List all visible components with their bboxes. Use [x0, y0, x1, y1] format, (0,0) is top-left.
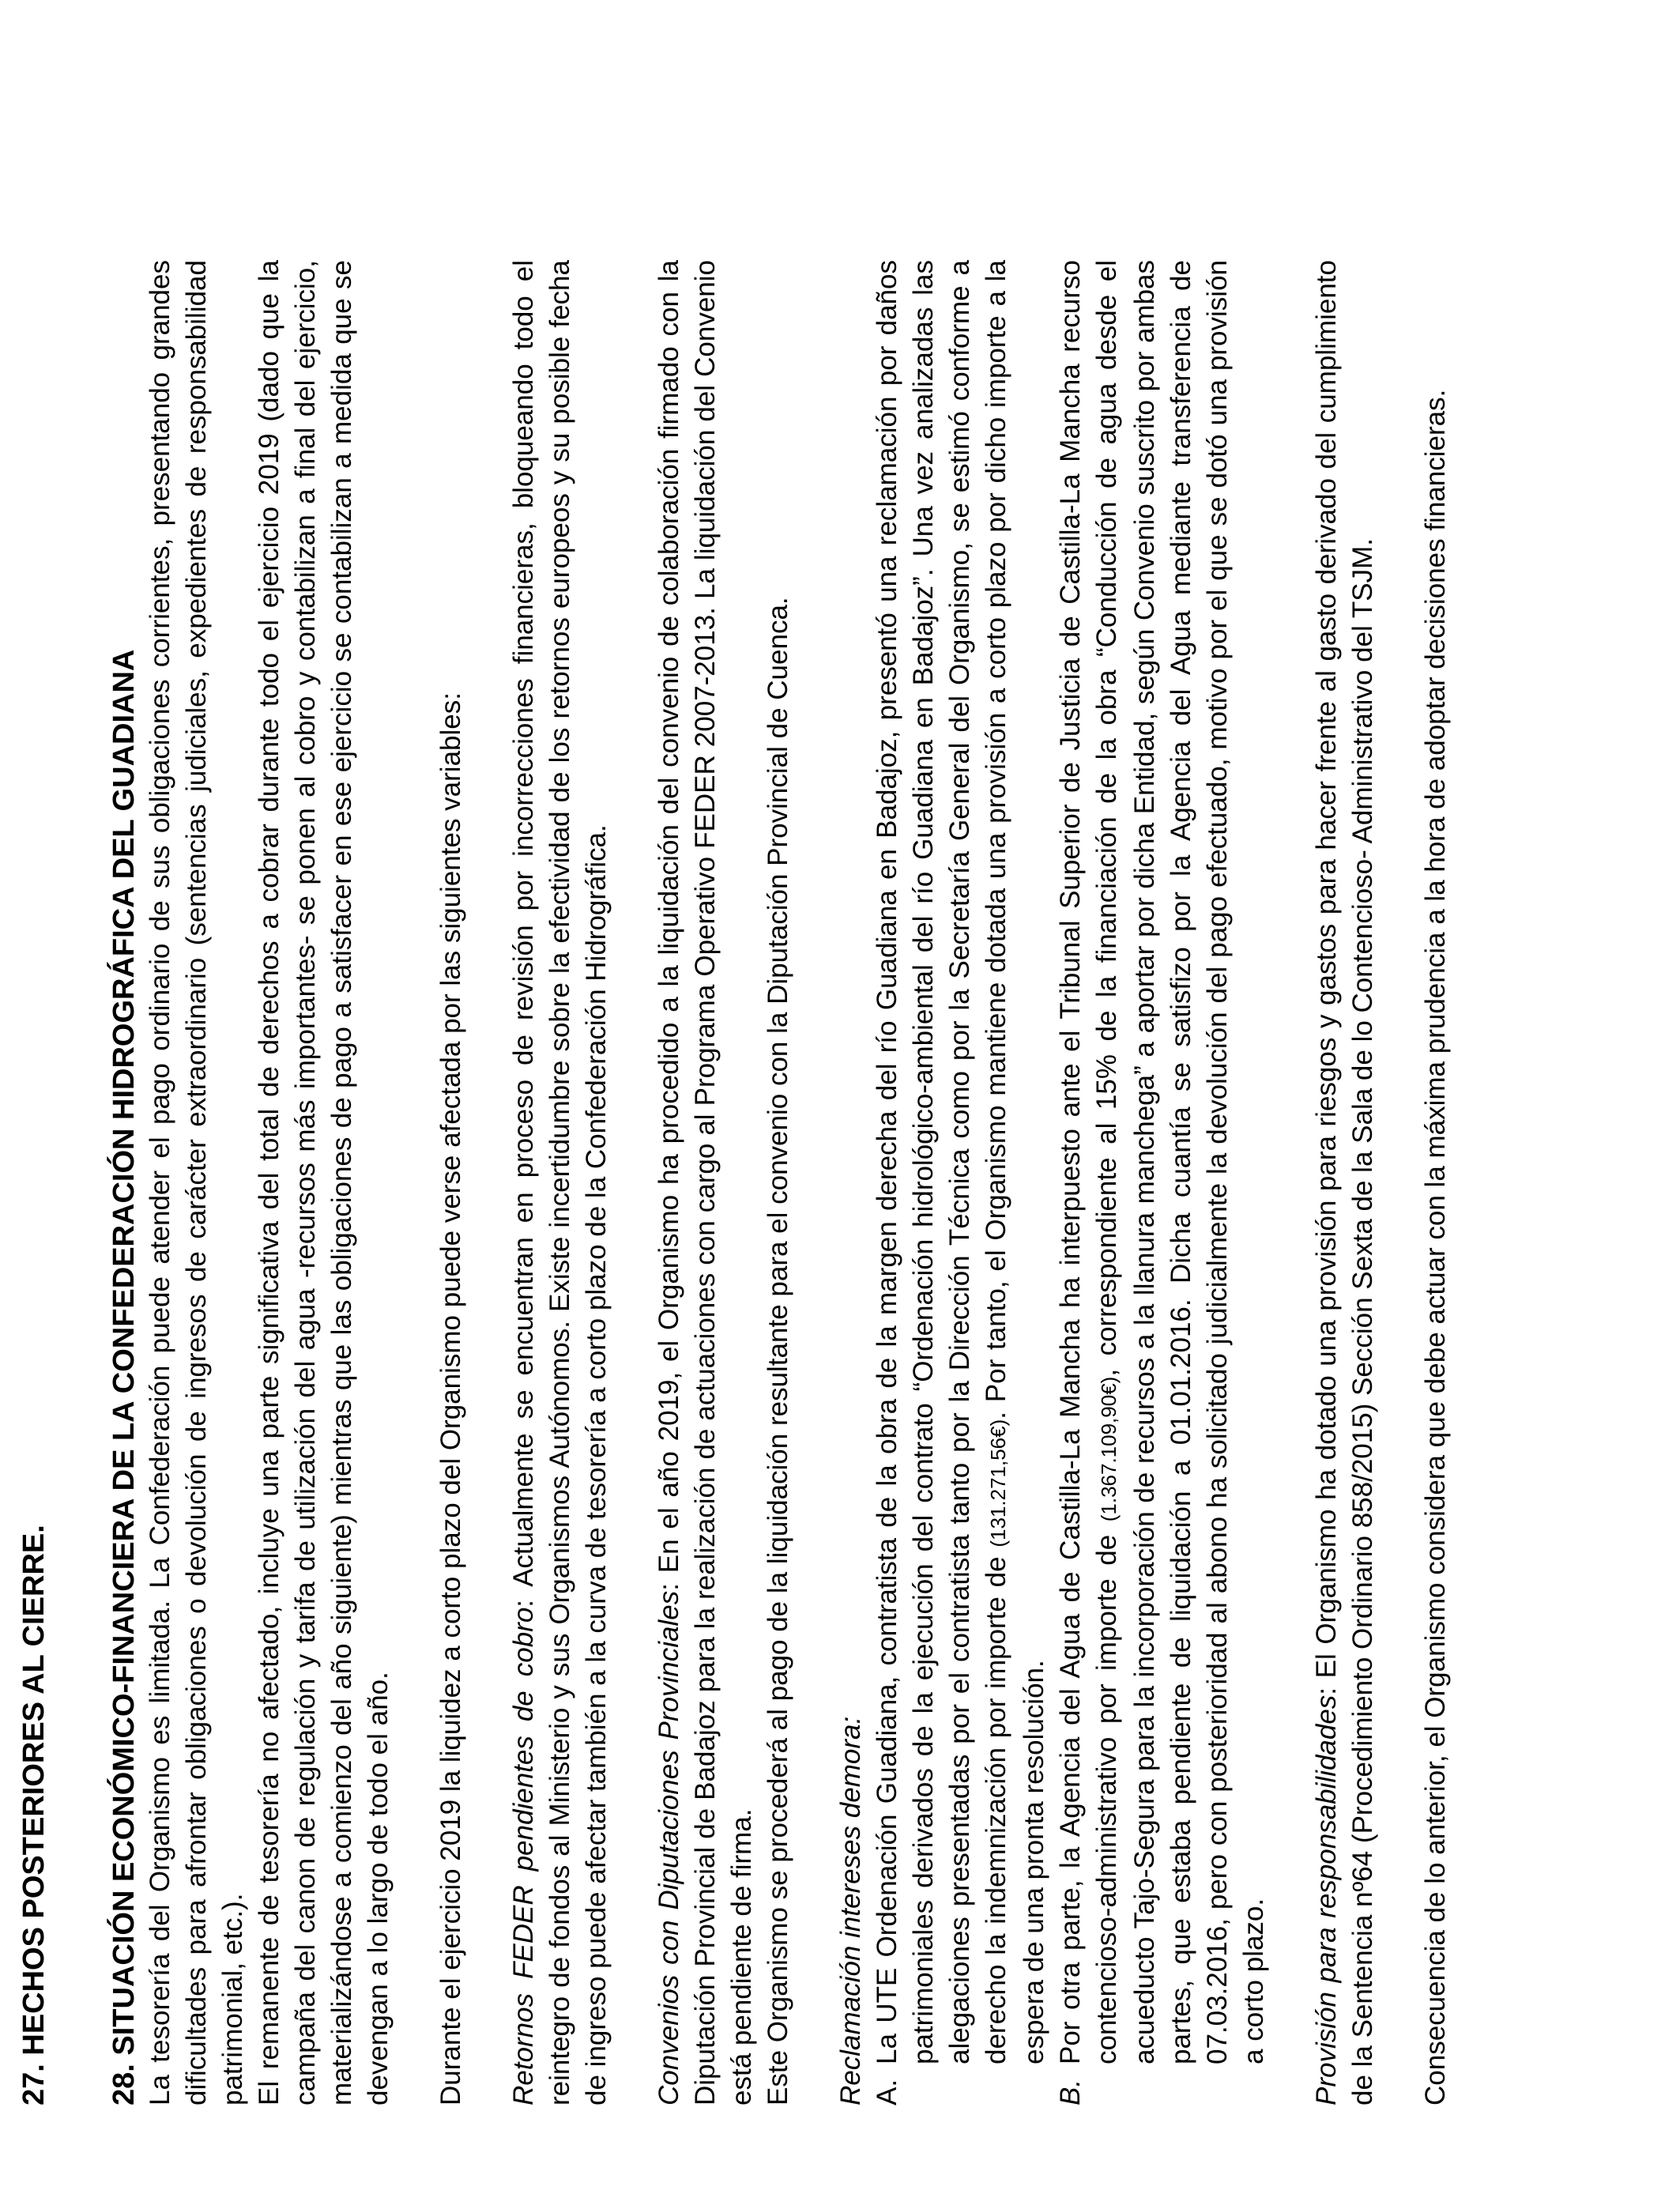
- paragraph-tesoreria: La tesorería del Organismo es limitada. La Confederación puede atender el pago ordinario de sus obligaciones corrientes, presentando grandes dificultades para afrontar obligaciones o devolución de ingresos de carácter extraordinario (sentencias judiciales, expedientes de responsabilidad patrimonial, etc.).: [145, 260, 248, 2105]
- convenios-label: Convenios con Diputaciones Provinciales: [654, 1590, 684, 2105]
- reclamacion-label: Reclamación intereses demora: [835, 1724, 866, 2105]
- paragraph-convenios-cuenca: Este Organismo se procederá al pago de la liquidación resultante para el convenio con la Diputación Provincial de Cuenca.: [763, 597, 793, 2105]
- paragraph-reclamacion-label: [833, 260, 869, 2105]
- paragraph-consecuencia: Consecuencia de lo anterior, el Organismo considera que debe actuar con la máxima prudencia a la hora de adoptar decisiones financieras.: [1420, 389, 1451, 2105]
- item-b-text-1: Por otra parte, la Agencia del Agua de Castilla-La Mancha ha interpuesto ante el Tribunal Superior de Justicia de Castilla-La Mancha recurso contencioso-administrativo por importe de: [1055, 260, 1122, 2064]
- item-a-amount: (131.271,56€): [986, 1419, 1010, 1547]
- item-a-text-2: . Por tanto, el Organismo mantiene dotada una provisión a corto plazo por dicho importe a la espera de una pronta resolución.: [981, 259, 1049, 2064]
- provision-label: Provisión para responsabilidades: [1311, 1695, 1342, 2105]
- reclamacion-label-suffix: :: [835, 1716, 866, 1725]
- list-marker-a: A.: [872, 2079, 902, 2105]
- paragraph-convenios: [651, 260, 760, 2105]
- paragraph-feder: [506, 260, 615, 2105]
- feder-label: Retornos FEDER pendientes de cobro: [508, 1607, 539, 2105]
- document-page: [16, 260, 1454, 2105]
- convenios-text: : En el año 2019, el Organismo ha procedido a la liquidación del convenio de colaboración firmado con la Diputación Provincial de Badajoz para la realización de actuaciones con cargo al Programa Operativo FEDER 2007-2013. La liquidación del Convenio está pendiente de firma.: [654, 259, 757, 2105]
- paragraph-remanente: El remanente de tesorería no afectado, incluye una parte significativa del total de derechos a cobrar durante todo el ejercicio 2019 (dado que la campaña del canon de regulación y tarifa de utilización del agua -recursos más importantes- se ponen al cobro y contabilizan a final del ejercicio, materializándose a comienzo del año siguiente) mientras que las obligaciones de pago a satisfacer en ese ejercicio se contabilizan a medida que se devengan a lo largo de todo el año.: [254, 260, 394, 2105]
- item-b-text-2: , correspondiente al 15% de la financiación de la obra “Conducción de agua desde el acueducto Tajo-Segura para la incorporación de recursos a la llanura manchega” a aportar por dicha Entidad, según Convenio suscrito por ambas partes, que estaba pendiente de liquidación a 01.01.2016. Dicha cuantía se satisfizo por la Agencia del Agua mediante transferencia de 07.03.2016, pero con posterioridad al abono ha solicitado judicialmente la devolución del pago efectuado, motivo por el que se dotó una provisión a corto plazo.: [1091, 260, 1269, 2064]
- list-marker-b: B.: [1055, 2079, 1086, 2105]
- paragraph-provision: [1309, 260, 1381, 2105]
- item-b-amount: (1.367.109,90€): [1097, 1376, 1121, 1522]
- item-a-text-1: La UTE Ordenación Guadiana, contratista de la obra de la margen derecha del río Guadiana en Badajoz, presentó una reclamación por daños patrimoniales derivados de la ejecución del contrato “Ordenación hidrológico-ambiental del río Guadiana en Badajoz”. Una vez analizadas las alegaciones presentadas por el contratista tanto por la Dirección Técnica como por la Secretaría General del Organismo, se estimó conforme a derecho la indemnización por importe de: [872, 260, 1011, 2064]
- heading-section-27: 27. HECHOS POSTERIORES AL CIERRE.: [17, 1525, 51, 2105]
- paragraph-liquidez: Durante el ejercicio 2019 la liquidez a corto plazo del Organismo puede verse afectada por las siguientes variables:: [435, 692, 466, 2105]
- reclamacion-list: [869, 260, 1272, 2105]
- feder-text: : Actualmente se encuentran en proceso de revisión por incorrecciones financieras, bloqueando todo el reintegro de fondos al Ministerio y sus Organismos Autónomos. Existe incertidumbre sobre la efectividad de los retornos europeos y su posible fecha de ingreso puede afectar también a la curva de tesorería a corto plazo de la Confederación Hidrográfica.: [508, 260, 612, 2105]
- list-item-a: [869, 259, 1053, 2105]
- provision-text: : El Organismo ha dotado una provisión para riesgos y gastos para hacer frente al gasto derivado del cumplimiento de la Sentencia nº64 (Procedimiento Ordinario 858/2015) Sección Sexta de la Sala de lo Contencioso- Administrativo del TSJM.: [1311, 260, 1378, 2105]
- heading-section-28: 28. SITUACIÓN ECONÓMICO-FINANCIERA DE LA CONFEDERACIÓN HIDROGRÁFICA DEL GUADIANA: [107, 649, 141, 2105]
- list-item-b: [1053, 260, 1272, 2105]
